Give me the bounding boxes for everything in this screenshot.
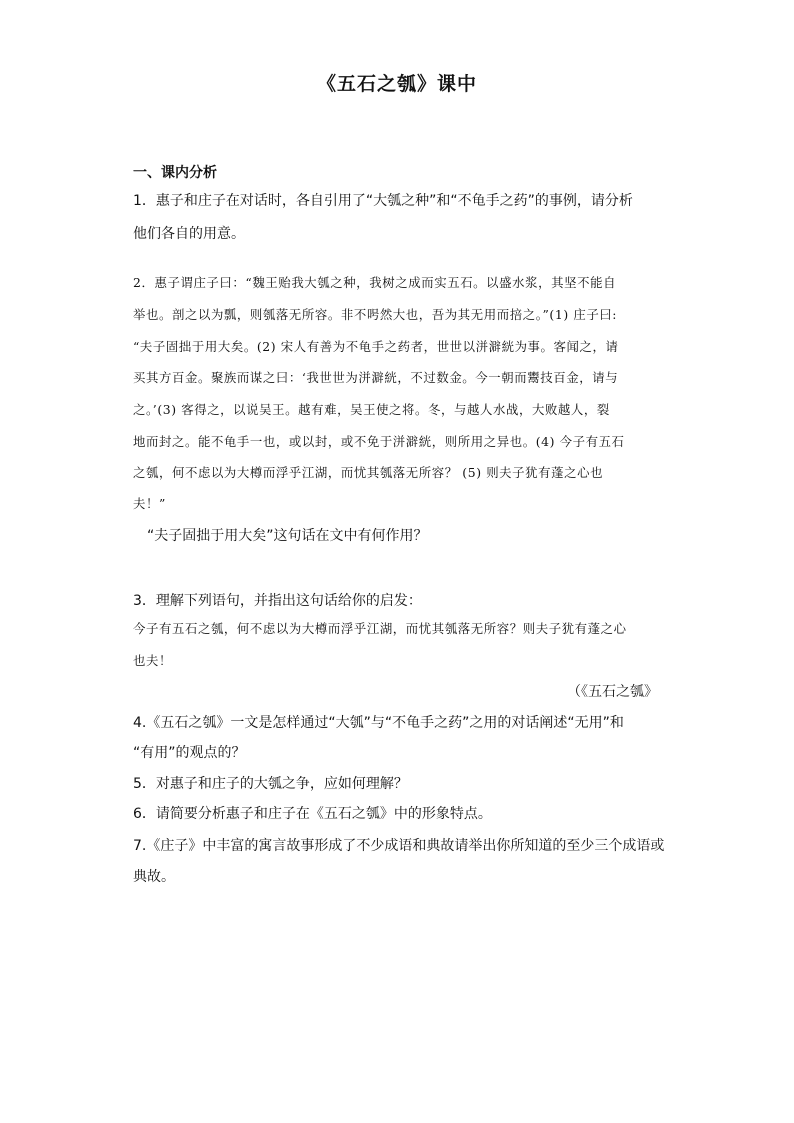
question-2-passage-line-5: 之。’(3) 客得之，以说吴王。越有难，吴王使之将。冬，与越人水战，大败越人，裂 bbox=[133, 402, 610, 417]
question-1-line-1: 1．惠子和庄子在对话时，各自引用了“大瓠之种”和“不龟手之药”的事例，请分析 bbox=[133, 193, 633, 209]
question-1-line-2: 他们各自的用意。 bbox=[133, 226, 245, 242]
question-3-quote-line-2: 也夫！ bbox=[133, 653, 172, 668]
question-4-line-2: “有用”的观点的？ bbox=[133, 745, 246, 761]
question-2-passage-line-2: 举也。剖之以为瓢，则瓠落无所容。非不呺然大也，吾为其无用而掊之。”(1) 庄子曰: bbox=[133, 307, 618, 322]
page-title: 《五石之瓠》课中 bbox=[316, 73, 477, 95]
question-2-passage-line-6: 地而封之。能不龟手一也，或以封，或不免于洴澼絖，则所用之异也。(4) 今子有五石 bbox=[133, 434, 625, 449]
question-3-quote-line-1: 今子有五石之瓠，何不虑以为大樽而浮乎江湖，而忧其瓠落无所容？则夫子犹有蓬之心 bbox=[133, 621, 627, 636]
question-2-passage-line-1: 2．惠子谓庄子曰：“魏王贻我大瓠之种，我树之成而实五石。以盛水浆，其坚不能自 bbox=[133, 275, 617, 290]
question-6: 6．请简要分析惠子和庄子在《五石之瓠》中的形象特点。 bbox=[133, 806, 492, 822]
question-2-passage-line-3: “夫子固拙于用大矣。(2) 宋人有善为不龟手之药者，世世以洴澼絖为事。客闻之，请 bbox=[133, 339, 619, 354]
question-2-passage-line-7: 之瓠，何不虑以为大樽而浮乎江湖，而忧其瓠落无所容？ (5) 则夫子犹有蓬之心也 bbox=[133, 465, 604, 480]
question-7-line-2: 典故。 bbox=[133, 869, 175, 885]
question-2-passage-line-8: 夫！” bbox=[133, 496, 166, 511]
question-4-line-1: 4.《五石之瓠》一文是怎样通过“大瓠”与“不龟手之药”之用的对话阐述“无用”和 bbox=[133, 715, 624, 731]
section-heading: 一、课内分析 bbox=[133, 165, 217, 181]
question-2-passage-line-4: 买其方百金。聚族而谋之曰：‘我世世为洴澼絖，不过数金。今一朝而鬻技百金，请与 bbox=[133, 370, 619, 385]
question-2-prompt: “夫子固拙于用大矣”这句话在文中有何作用？ bbox=[147, 528, 428, 544]
question-3-source: （《五石之瓠》 bbox=[567, 684, 658, 700]
question-3-intro: 3．理解下列语句，并指出这句话给你的启发： bbox=[133, 593, 422, 609]
question-7-line-1: 7.《庄子》中丰富的寓言故事形成了不少成语和典故请举出你所知道的至少三个成语或 bbox=[133, 838, 665, 854]
question-5: 5．对惠子和庄子的大瓠之争，应如何理解？ bbox=[133, 776, 408, 792]
